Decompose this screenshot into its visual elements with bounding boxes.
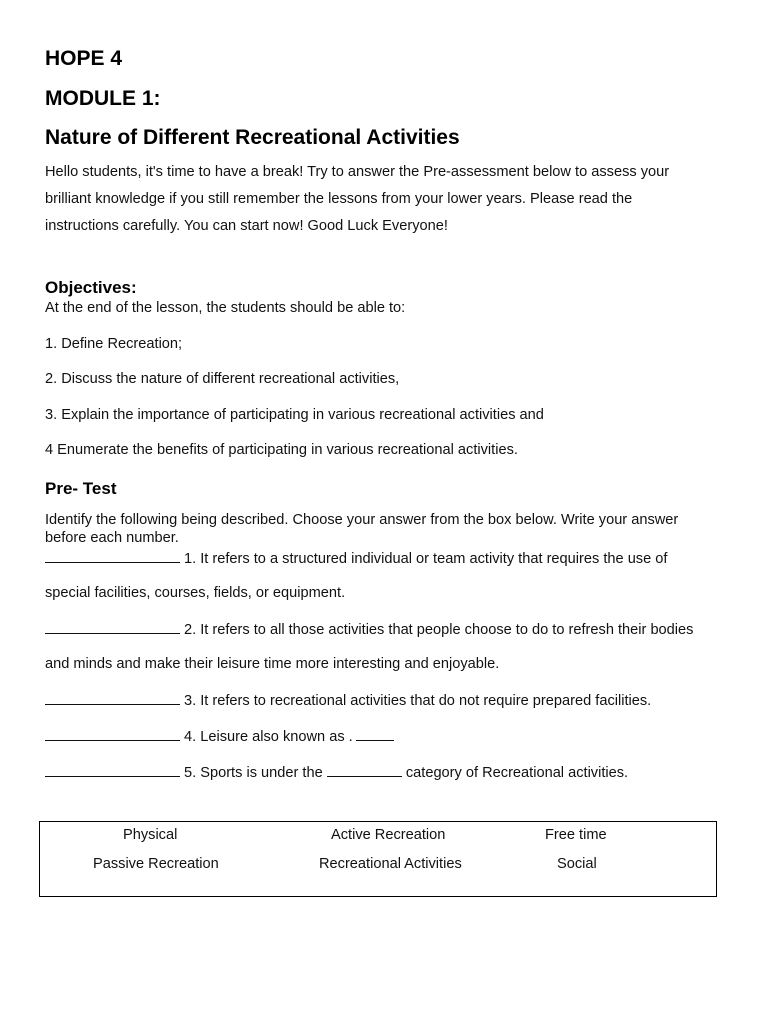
choice-recreational-activities: Recreational Activities [319,856,462,872]
question-3-text: 3. It refers to recreational activities that do not require prepared facilities. [184,693,652,709]
intro-line-1: Hello students, it's time to have a break! Try to answer the Pre-assessment below to assess your [45,164,670,180]
question-2-continued: and minds and make their leisure time more interesting and enjoyable. [45,656,500,672]
answer-blank[interactable] [45,621,180,634]
intro-line-3: instructions carefully. You can start now! Good Luck Everyone! [45,218,448,234]
objective-item: 3. Explain the importance of participating in various recreational activities and [45,407,544,423]
pretest-instructions-line-2: before each number. [45,530,179,546]
answer-box [39,821,717,897]
choice-physical: Physical [123,827,178,843]
question-1-text: 1. It refers to a structured individual or team activity that requires the use of [184,551,668,567]
inline-blank[interactable] [327,764,402,777]
inline-blank[interactable] [356,728,394,741]
question-5 [45,764,628,781]
objective-item: 4 Enumerate the benefits of participating in various recreational activities. [45,442,518,458]
question-1 [45,550,667,567]
question-3 [45,692,651,709]
question-5-text: 5. Sports is under the [184,765,323,781]
answer-blank[interactable] [45,692,180,705]
question-2 [45,621,693,638]
objective-item: 1. Define Recreation; [45,336,183,352]
answer-blank[interactable] [45,728,180,741]
choice-passive-recreation: Passive Recreation [93,856,219,872]
pretest-instructions-line-1: Identify the following being described. Choose your answer from the box below. Write your answer [45,512,679,528]
answer-blank[interactable] [45,550,180,563]
question-4-end: . [348,729,353,745]
choice-social: Social [557,856,597,872]
objectives-heading: Objectives: [45,278,137,297]
objective-item: 2. Discuss the nature of different recreational activities, [45,371,400,387]
choice-active-recreation: Active Recreation [331,827,446,843]
choice-free-time: Free time [545,827,607,843]
question-2-text: 2. It refers to all those activities that people choose to do to refresh their bodies [184,622,694,638]
question-4-text: 4. Leisure also known as [184,729,345,745]
answer-blank[interactable] [45,764,180,777]
pretest-heading: Pre- Test [45,479,117,498]
module-heading: MODULE 1: [45,87,161,110]
intro-line-2: brilliant knowledge if you still remember the lessons from your lower years. Please read the [45,191,633,207]
question-1-continued: special facilities, courses, fields, or equipment. [45,585,346,601]
page-title: Nature of Different Recreational Activities [45,126,460,149]
question-4 [45,728,394,745]
question-5-end: category of Recreational activities. [405,765,629,781]
course-heading: HOPE 4 [45,47,123,70]
objectives-lead: At the end of the lesson, the students should be able to: [45,300,406,316]
